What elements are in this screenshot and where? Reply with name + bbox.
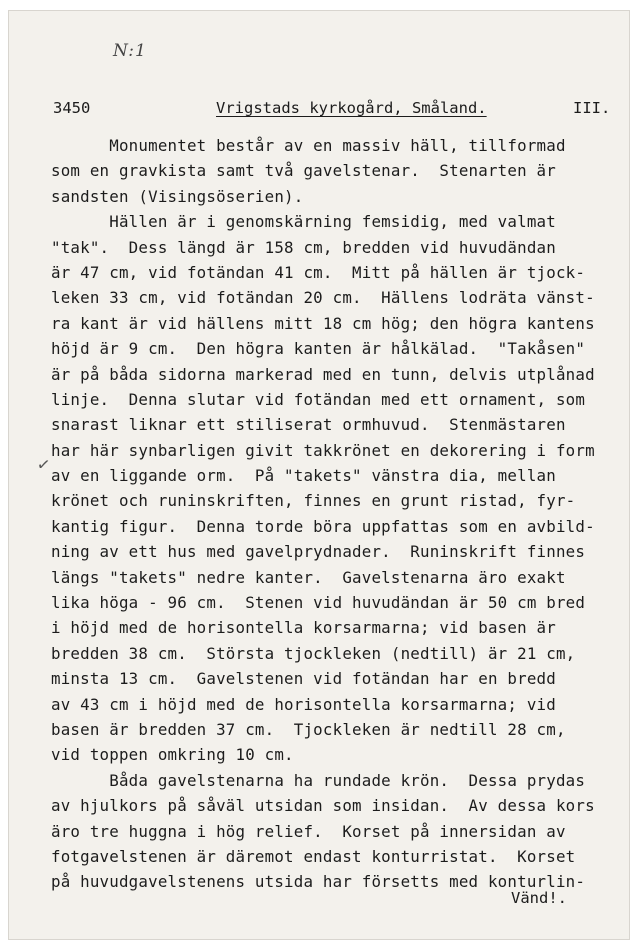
text-line: har här synbarligen givit takkrönet en dekorering i form xyxy=(51,440,595,460)
text-line: höjd är 9 cm. Den högra kanten är hålkälad. "Takåsen" xyxy=(51,339,586,359)
text-line: minsta 13 cm. Gavelstenen vid fotändan har en bredd xyxy=(51,669,556,689)
text-line: ning av ett hus med gavelprydnader. Runinskrift finnes xyxy=(51,542,586,562)
text-line: ra kant är vid hällens mitt 18 cm hög; den högra kantens xyxy=(51,313,595,333)
text-line: linje. Denna slutar vid fotändan med ett ornament, som xyxy=(51,389,586,409)
margin-check-mark: ✓ xyxy=(35,454,52,475)
text-line: Båda gavelstenarna ha rundade krön. Dessa prydas xyxy=(51,770,586,790)
text-line: i höjd med de horisontella korsarmarna; vid basen är xyxy=(51,618,556,638)
text-line: av hjulkors på såväl utsidan som insidan. Av dessa kors xyxy=(51,796,595,816)
text-line: kantig figur. Denna torde böra uppfattas som en avbild- xyxy=(51,516,595,536)
text-line: äro tre huggna i hög relief. Korset på innersidan av xyxy=(51,821,566,841)
turn-over-note: Vänd!. xyxy=(511,889,567,907)
text-line: fotgavelstenen är däremot endast konturristat. Korset xyxy=(51,846,576,866)
text-line: vid toppen omkring 10 cm. xyxy=(51,745,294,765)
text-line: av 43 cm i höjd med de horisontella korsarmarna; vid xyxy=(51,694,556,714)
text-line: "tak". Dess längd är 158 cm, bredden vid huvudändan xyxy=(51,237,556,257)
place-title: Vrigstads kyrkogård, Småland. xyxy=(216,99,487,117)
text-line: lika höga - 96 cm. Stenen vid huvudändan är 50 cm bred xyxy=(51,593,586,613)
text-line: på huvudgavelstenens utsida har försetts med konturlin- xyxy=(51,872,586,892)
text-line: är 47 cm, vid fotändan 41 cm. Mitt på hällen är tjock- xyxy=(51,262,586,282)
text-line: snarast liknar ett stiliserat ormhuvud. Stenmästaren xyxy=(51,415,566,435)
text-line: krönet och runinskriften, finnes en grunt ristad, fyr- xyxy=(51,491,576,511)
text-line: sandsten (Visingsöserien). xyxy=(51,186,304,206)
sheet-number: III. xyxy=(573,99,611,117)
text-line: Monumentet består av en massiv häll, tillformad xyxy=(51,136,566,155)
handwritten-number: N:1 xyxy=(113,41,147,61)
catalog-number: 3450 xyxy=(53,99,91,117)
typed-description xyxy=(51,133,637,895)
text-line: som en gravkista samt två gavelstenar. Stenarten är xyxy=(51,161,556,181)
archive-card xyxy=(8,10,630,940)
text-line: är på båda sidorna markerad med en tunn, delvis utplånad xyxy=(51,364,595,384)
text-line: bredden 38 cm. Största tjockleken (nedtill) är 21 cm, xyxy=(51,643,576,663)
text-line: leken 33 cm, vid fotändan 20 cm. Hällens lodräta vänst- xyxy=(51,288,595,308)
text-line: basen är bredden 37 cm. Tjockleken är nedtill 28 cm, xyxy=(51,719,566,739)
text-line: längs "takets" nedre kanter. Gavelstenarna äro exakt xyxy=(51,567,566,587)
text-line: av en liggande orm. På "takets" vänstra dia, mellan xyxy=(51,466,556,486)
text-line: Hällen är i genomskärning femsidig, med valmat xyxy=(51,212,556,232)
